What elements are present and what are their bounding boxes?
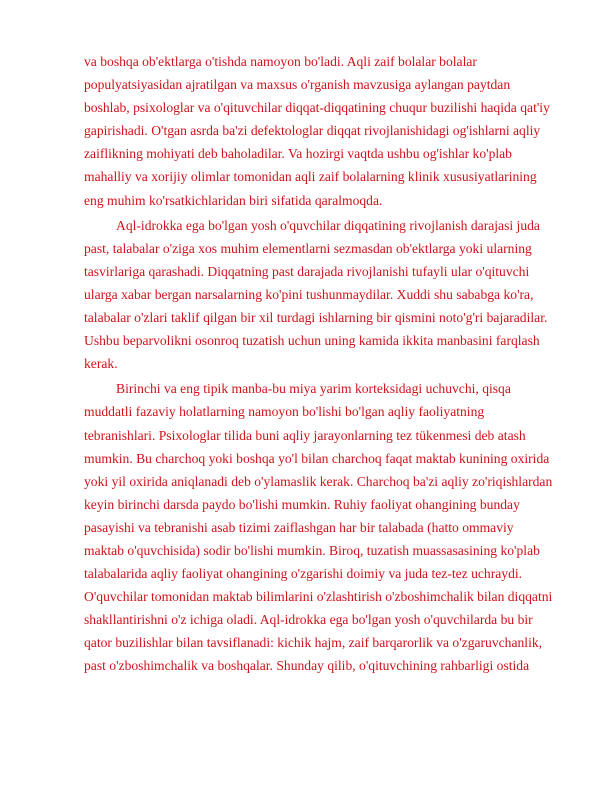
text-line: mumkin. Bu charchoq yoki boshqa yo'l bilan charchoq faqat maktab kunining oxirida [84, 450, 550, 466]
text-line: gapirishadi. O'tgan asrda ba'zi defektologlar diqqat rivojlanishidagi og'ishlarni aqliy [84, 123, 541, 139]
text-line: muddatli fazaviy holatlarning namoyon bo'lishi bo'lgan aqliy faoliyatning [84, 404, 485, 420]
text-line: boshlab, psixologlar va o'qituvchilar diqqat-diqqatining chuqur buzilishi haqida qat'iy [84, 100, 550, 116]
text-line: past o'zboshimchalik va boshqalar. Shunday qilib, o'qituvchining rahbarligi ostida [84, 658, 530, 674]
text-line: ularga xabar bergan narsalarning ko'pini tushunmaydilar. Xuddi shu sababga ko'ra, [84, 286, 534, 302]
text-line: mahalliy va xorijiy olimlar tomonidan aqli zaif bolalarning klinik xususiyatlarining [84, 169, 537, 185]
text-line: tebranishlari. Psixologlar tilida buni aqliy jarayonlarning tez tükenmesi deb atash [84, 427, 526, 443]
document-page [84, 50, 584, 678]
text-line: shakllantirishni o'z ichiga oladi. Aql-idrokka ega bo'lgan yosh o'quvchilarda bu bir [84, 612, 533, 628]
text-line: Birinchi va eng tipik manba-bu miya yarim korteksidagi uchuvchi, qisqa [116, 381, 511, 397]
text-line: populyatsiyasidan ajratilgan va maxsus o'rganish mavzusiga aylangan paytdan [84, 77, 511, 93]
text-line: past, talabalar o'ziga xos muhim elementlarni sezmasdan ob'ektlarga yoki ularning [84, 240, 532, 256]
text-line: pasayishi va tebranishi asab tizimi zaiflashgan har bir talabada (hatto ommaviy [84, 519, 514, 535]
text-line: yoki yil oxirida aniqlanadi deb o'ylamaslik kerak. Charchoq ba'zi aqliy zo'riqishlardan [84, 473, 553, 489]
text-line: talabalarida aqliy faoliyat ohangining o'zgarishi doimiy va juda tez-tez uchraydi. [84, 566, 523, 582]
text-line: va boshqa ob'ektlarga o'tishda namoyon bo'ladi. Aqli zaif bolalar bolalar [84, 54, 477, 69]
text-line: keyin birinchi darsda paydo bo'lishi mumkin. Ruhiy faoliyat ohangining bunday [84, 496, 520, 512]
text-line: zaiflikning mohiyati deb baholadilar. Va hozirgi vaqtda ushbu og'ishlar ko'plab [84, 146, 512, 162]
text-line: Aql-idrokka ega bo'lgan yosh o'quvchilar diqqatining rivojlanish darajasi juda [116, 217, 540, 233]
text-line: eng muhim ko'rsatkichlaridan biri sifatida qaralmoqda. [84, 192, 383, 208]
text-line: tasvirlariga qarashadi. Diqqatning past darajada rivojlanishi tufayli ular o'qituvchi [84, 263, 530, 279]
text-line: kerak. [84, 356, 118, 372]
text-line: maktab o'quvchisida) sodir bo'lishi mumkin. Biroq, tuzatish muassasasining ko'plab [84, 542, 540, 558]
text-line: talabalar o'zlari taklif qilgan bir xil turdagi ishlarning bir qismini noto'g'ri bajaradilar. [84, 310, 548, 326]
paragraph-3 [84, 377, 584, 677]
paragraph-1 [84, 50, 584, 212]
text-line: O'quvchilar tomonidan maktab bilimlarini o'zlashtirish o'zboshimchalik bilan diqqatni [84, 589, 553, 605]
text-line: qator buzilishlar bilan tavsiflanadi: kichik hajm, zaif barqarorlik va o'zgaruvchanlik, [84, 635, 543, 651]
paragraph-2 [84, 214, 584, 376]
text-line: Ushbu beparvolikni osonroq tuzatish uchun uning kamida ikkita manbasini farqlash [84, 333, 540, 349]
